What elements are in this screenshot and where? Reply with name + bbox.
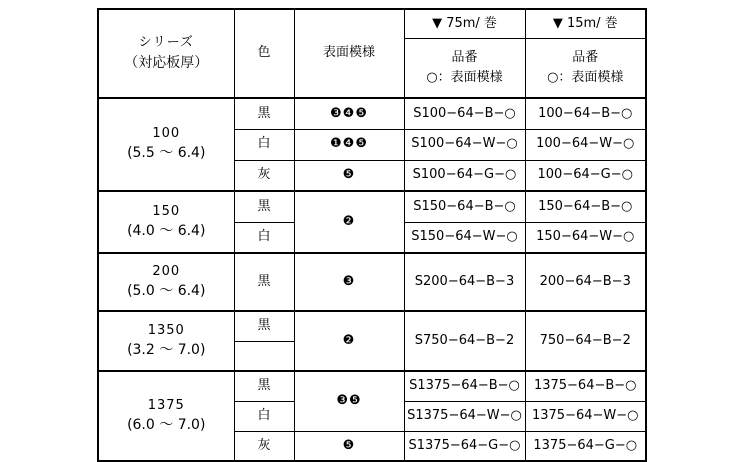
header-roll-15-sub: 品番 ○：表面模様 xyxy=(525,39,646,99)
color-cell: 黒 xyxy=(234,253,294,311)
pattern-cell: ❺ xyxy=(294,160,404,191)
table-row xyxy=(98,371,646,401)
series-cell-100: 100 (5.5 ～ 6.4) xyxy=(98,98,234,191)
table-row xyxy=(98,311,646,341)
pattern-cell: ❸❹❺ xyxy=(294,98,404,129)
part-number-15: 1375−64−B−○ xyxy=(525,371,646,401)
header-roll-15: ▼ 15m/ 巻 xyxy=(525,9,646,39)
series-cell-200: 200 (5.0 ～ 6.4) xyxy=(98,253,234,311)
part-number-75: S200−64−B−3 xyxy=(404,253,525,311)
table-header-row-top xyxy=(98,9,646,39)
header-roll-75: ▼ 75m/ 巻 xyxy=(404,9,525,39)
part-number-15: 100−64−W−○ xyxy=(525,129,646,160)
part-number-15: 150−64−B−○ xyxy=(525,191,646,222)
color-cell: 白 xyxy=(234,222,294,253)
color-cell: 黒 xyxy=(234,191,294,222)
color-cell: 白 xyxy=(234,401,294,431)
header-series: シリーズ （対応板厚） xyxy=(98,9,234,98)
series-cell-1350: 1350 (3.2 ～ 7.0) xyxy=(98,311,234,371)
color-cell: 黒 xyxy=(234,371,294,401)
part-number-15: 1375−64−W−○ xyxy=(525,401,646,431)
part-number-75: S750−64−B−2 xyxy=(404,311,525,371)
color-cell: 白 xyxy=(234,129,294,160)
color-cell: 黒 xyxy=(234,311,294,341)
pattern-cell: ❷ xyxy=(294,311,404,371)
part-number-75: S1375−64−W−○ xyxy=(404,401,525,431)
part-number-75: S1375−64−G−○ xyxy=(404,431,525,461)
part-number-15: 100−64−G−○ xyxy=(525,160,646,191)
header-pattern: 表面模様 xyxy=(294,9,404,98)
pattern-cell: ❷ xyxy=(294,191,404,253)
table-row xyxy=(98,191,646,222)
part-number-15: 750−64−B−2 xyxy=(525,311,646,371)
pattern-cell: ❶❹❺ xyxy=(294,129,404,160)
product-spec-table xyxy=(97,8,647,462)
part-number-15: 150−64−W−○ xyxy=(525,222,646,253)
header-color: 色 xyxy=(234,9,294,98)
pattern-cell: ❺ xyxy=(294,431,404,461)
color-cell: 黒 xyxy=(234,98,294,129)
table-row xyxy=(98,253,646,311)
color-cell xyxy=(234,341,294,371)
part-number-75: S100−64−W−○ xyxy=(404,129,525,160)
series-cell-150: 150 (4.0 ～ 6.4) xyxy=(98,191,234,253)
part-number-15: 1375−64−G−○ xyxy=(525,431,646,461)
part-number-75: S100−64−B−○ xyxy=(404,98,525,129)
part-number-15: 100−64−B−○ xyxy=(525,98,646,129)
part-number-15: 200−64−B−3 xyxy=(525,253,646,311)
part-number-75: S150−64−B−○ xyxy=(404,191,525,222)
pattern-cell: ❸ xyxy=(294,253,404,311)
color-cell: 灰 xyxy=(234,160,294,191)
part-number-75: S1375−64−B−○ xyxy=(404,371,525,401)
part-number-75: S100−64−G−○ xyxy=(404,160,525,191)
header-roll-75-sub: 品番 ○：表面模様 xyxy=(404,39,525,99)
pattern-cell: ❸❺ xyxy=(294,371,404,431)
table-row xyxy=(98,98,646,129)
part-number-75: S150−64−W−○ xyxy=(404,222,525,253)
color-cell: 灰 xyxy=(234,431,294,461)
series-cell-1375: 1375 (6.0 ～ 7.0) xyxy=(98,371,234,461)
